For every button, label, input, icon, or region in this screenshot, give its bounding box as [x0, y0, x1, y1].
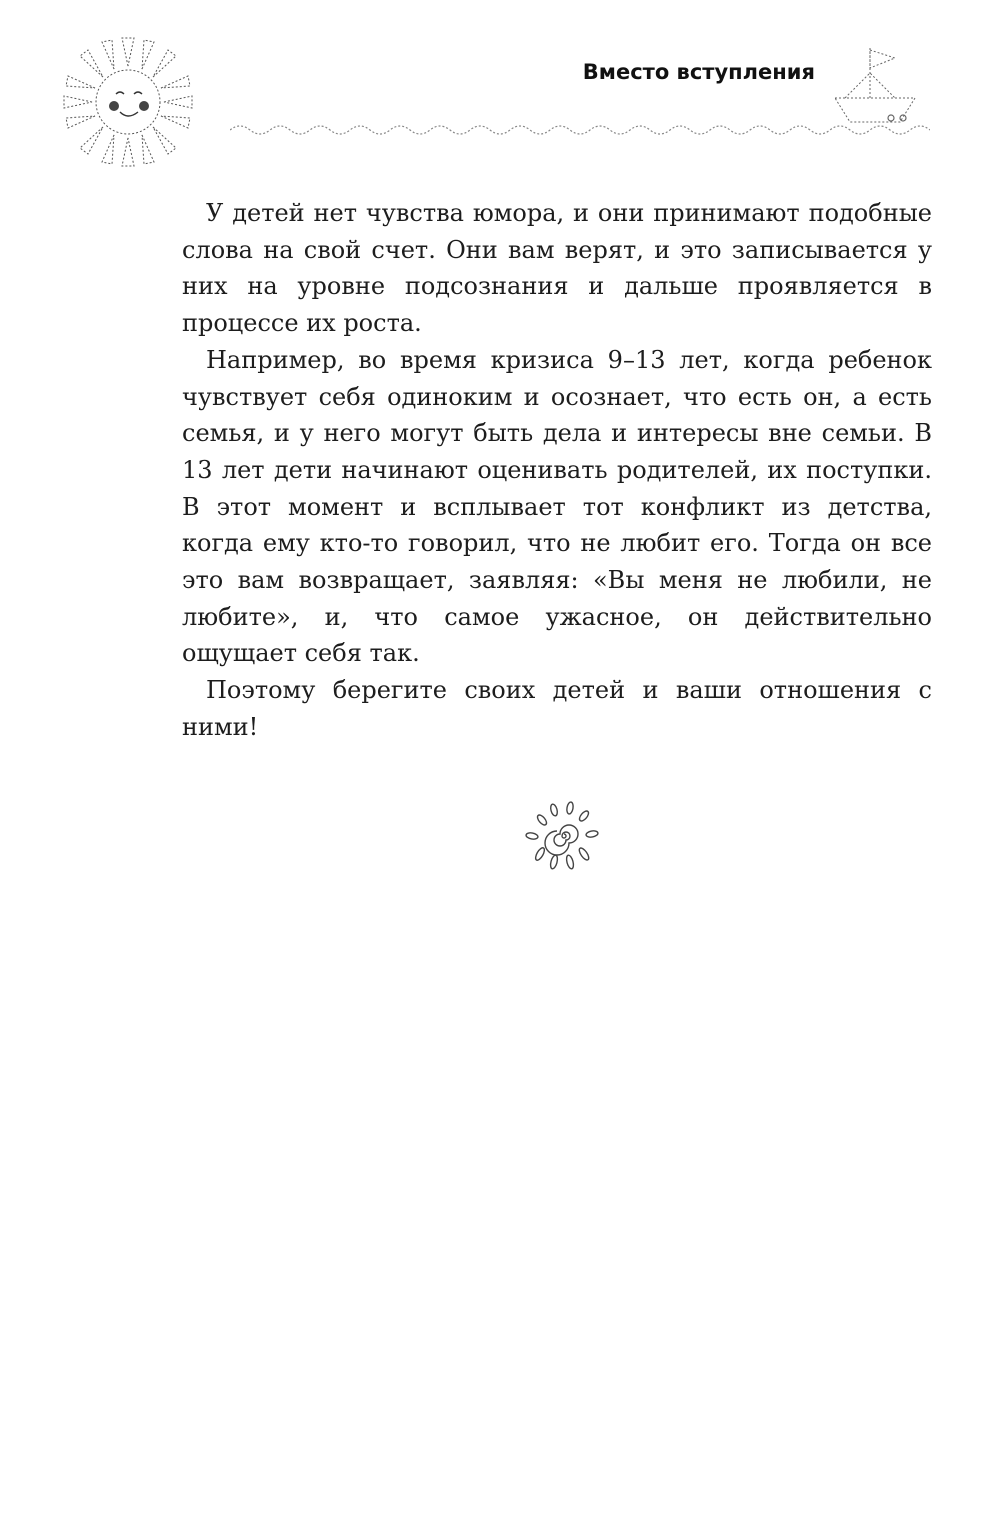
paragraph-2: Например, во время кризиса 9–13 лет, когда ребенок чувствует себя одиноким и осознает, что есть он, а есть семья, и у него могут быть дела и интересы вне семьи. В 13 лет дети начинают оценивать родителей, их поступки. В этот момент и всплывает тот конфликт из детства, когда ему кто-то говорил, что не любит его. Тогда он все это вам возвращает, заявляя: «Вы меня не любили, не любите», и, что самое ужасное, он действительно ощущает себя так. [182, 345, 932, 668]
paper-boat-icon [825, 38, 925, 138]
paragraph-3: Поэтому берегите своих детей и ваши отношения с ними! [182, 676, 932, 741]
paragraph-1: У детей нет чувства юмора, и они принимают подобные слова на свой счет. Они вам верят, и это записывается у них на уровне подсознания и дальше проявляется в процессе их роста. [182, 199, 932, 338]
spiral-sun-icon [520, 800, 608, 872]
running-head: Вместо вступления [582, 60, 815, 84]
smiling-sun-icon [58, 32, 198, 172]
body-text [182, 195, 932, 746]
